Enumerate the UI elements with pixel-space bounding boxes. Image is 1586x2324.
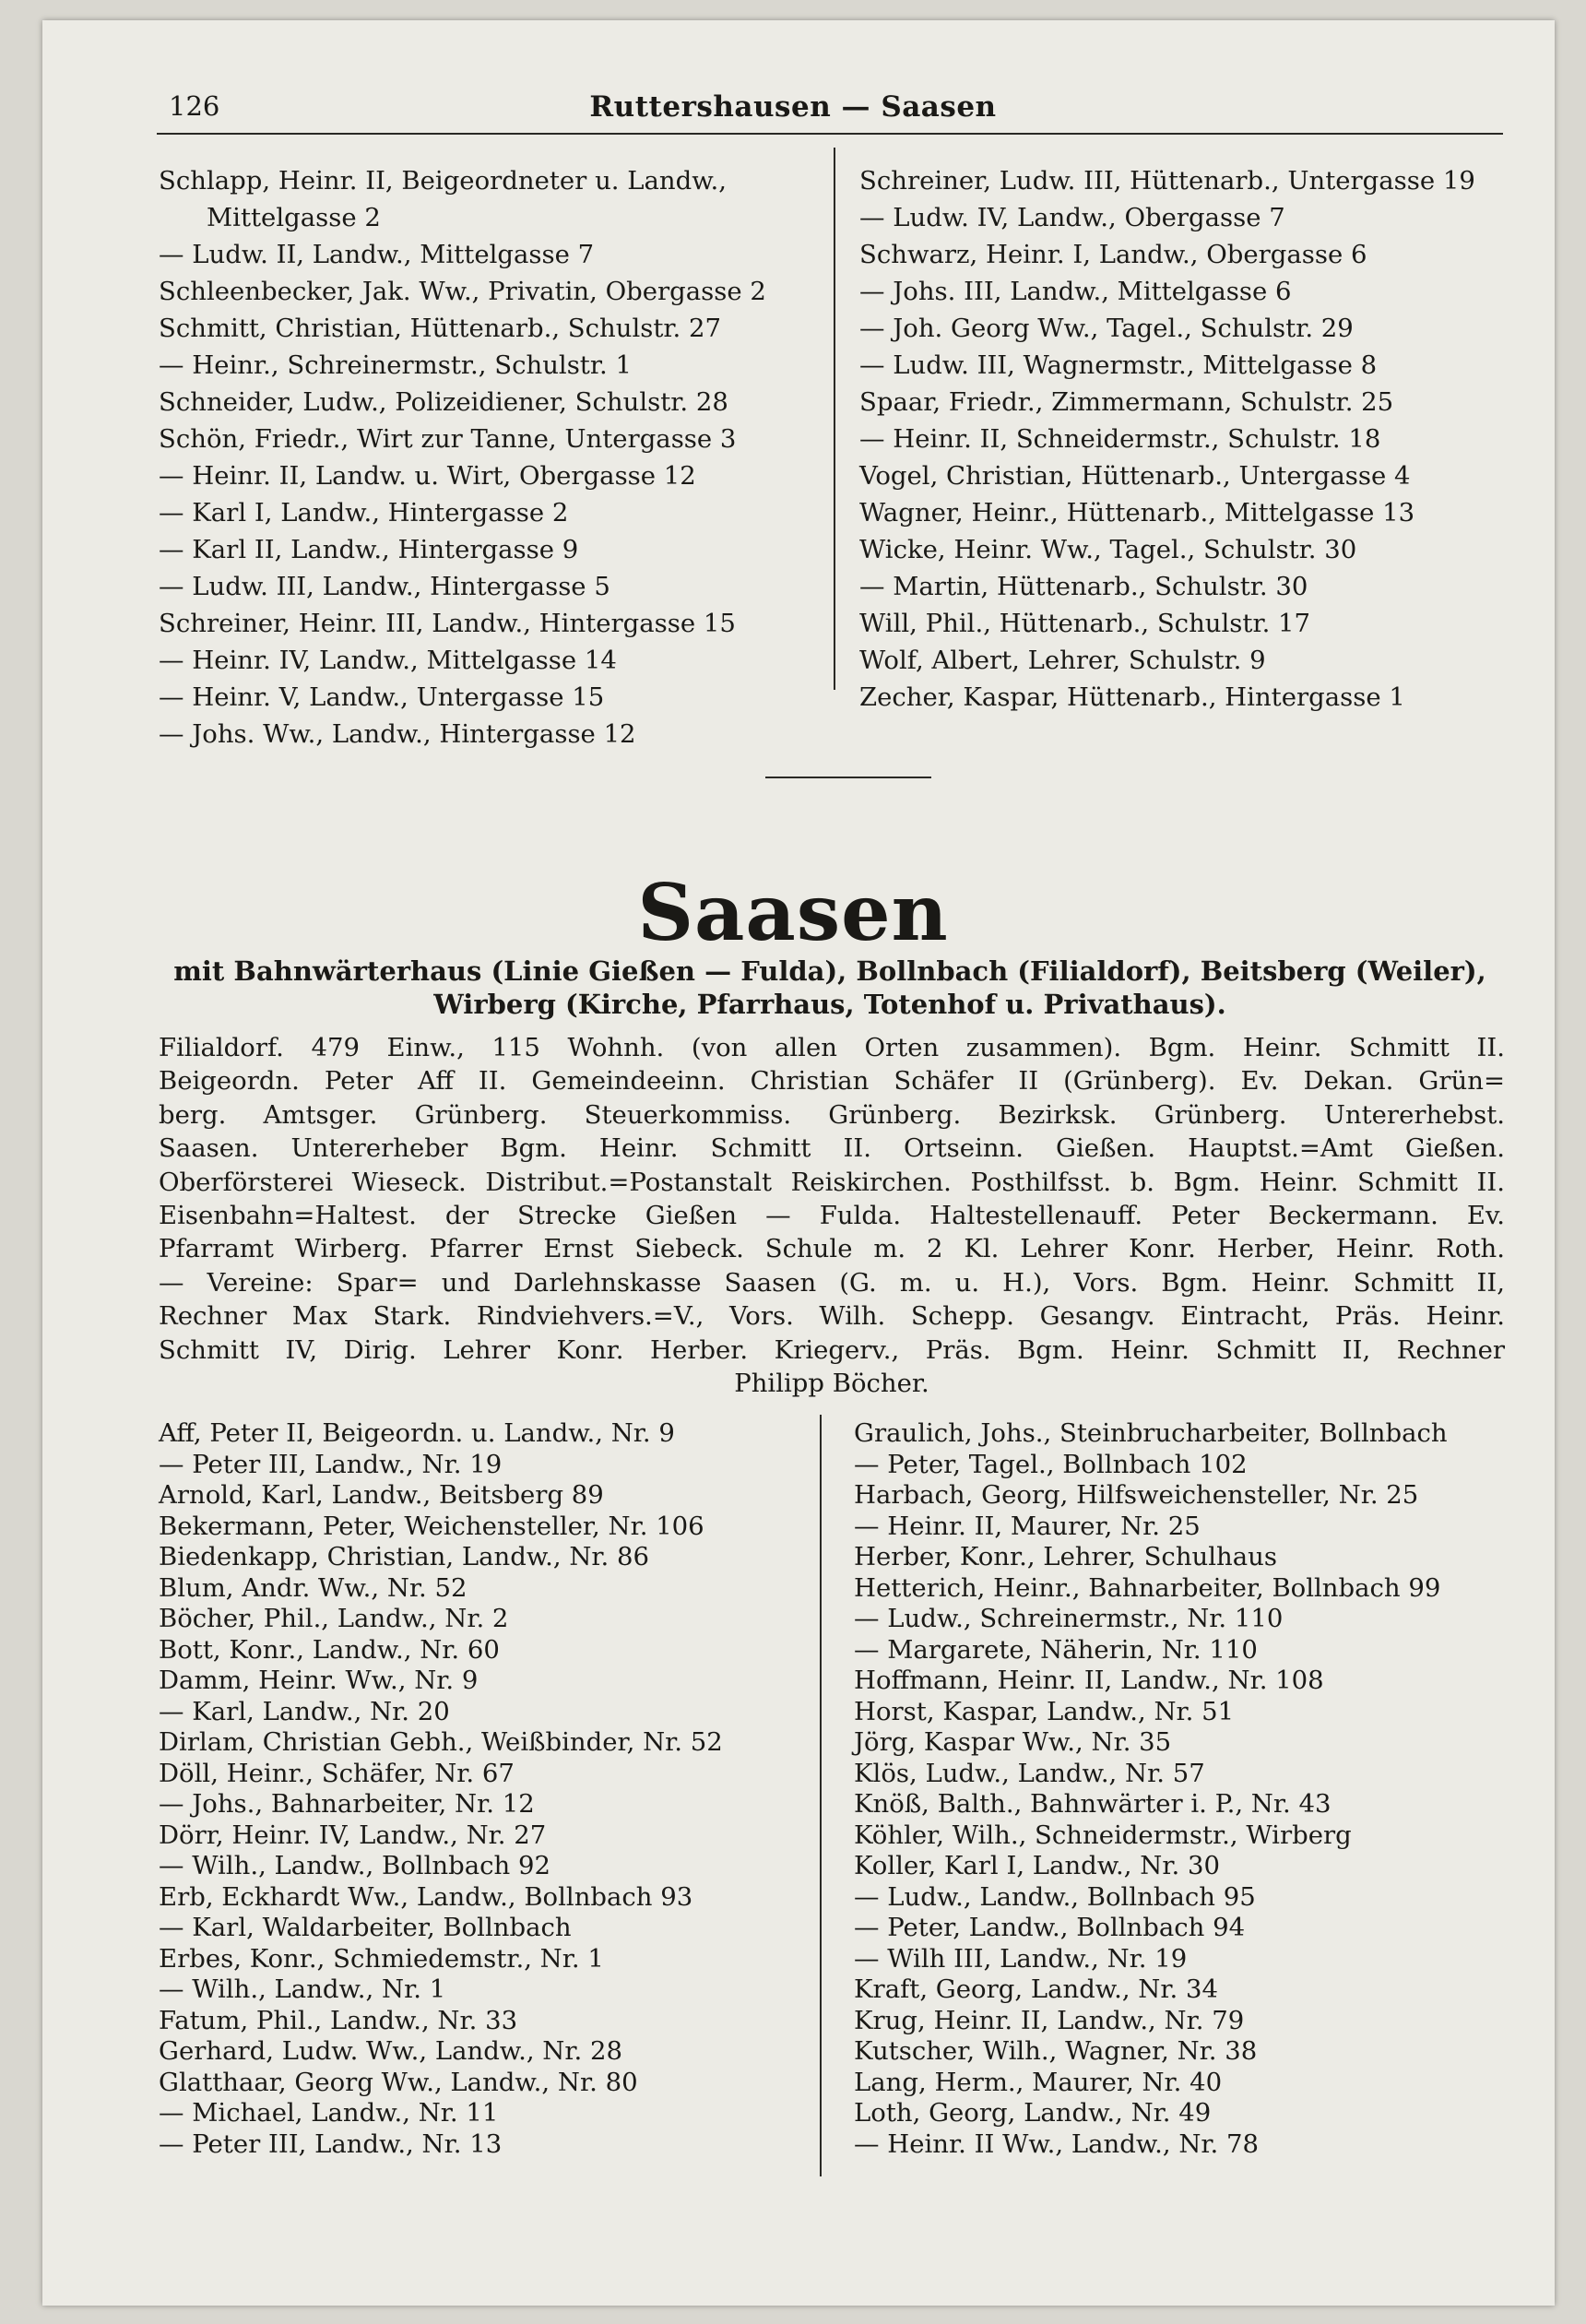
directory-entry: Schleenbecker, Jak. Ww., Privatin, Obergasse 2 — [159, 277, 766, 306]
top-left-column — [159, 162, 813, 753]
directory-entry: Glatthaar, Georg Ww., Landw., Nr. 80 — [159, 2067, 638, 2097]
directory-entry: Klös, Ludw., Landw., Nr. 57 — [854, 1758, 1205, 1788]
directory-entry: Dörr, Heinr. IV, Landw., Nr. 27 — [159, 1820, 547, 1850]
directory-entry: — Ludw. III, Landw., Hintergasse 5 — [159, 572, 610, 601]
directory-entry: Wicke, Heinr. Ww., Tagel., Schulstr. 30 — [859, 535, 1357, 564]
description-line: Oberförsterei Wieseck. Distribut.=Postanstalt Reiskirchen. Posthilfsst. b. Bgm. Heinr. Schmitt II. — [159, 1167, 1505, 1197]
description-line: Rechner Max Stark. Rindviehvers.=V., Vors. Wilh. Schepp. Gesangv. Eintracht, Präs. Heinr. — [159, 1301, 1505, 1332]
directory-entry: Herber, Konr., Lehrer, Schulhaus — [854, 1542, 1277, 1571]
description-line: Filialdorf. 479 Einw., 115 Wohnh. (von allen Orten zusammen). Bgm. Heinr. Schmitt II. — [159, 1033, 1505, 1062]
directory-entry: — Martin, Hüttenarb., Schulstr. 30 — [859, 572, 1308, 601]
page-header — [0, 90, 1586, 127]
directory-entry: — Karl, Landw., Nr. 20 — [159, 1696, 450, 1726]
directory-entry: Dirlam, Christian Gebh., Weißbinder, Nr. 52 — [159, 1727, 723, 1757]
directory-entry: Zecher, Kaspar, Hüttenarb., Hintergasse 1 — [859, 682, 1405, 712]
directory-entry: — Ludw., Landw., Bollnbach 95 — [854, 1881, 1256, 1912]
directory-entry: — Michael, Landw., Nr. 11 — [159, 2098, 499, 2128]
directory-entry: Schmitt, Christian, Hüttenarb., Schulstr. 27 — [159, 314, 722, 343]
column-divider — [820, 1415, 822, 2176]
directory-entry: — Margarete, Näherin, Nr. 110 — [854, 1634, 1258, 1665]
directory-entry: Döll, Heinr., Schäfer, Nr. 67 — [159, 1758, 515, 1788]
page-number: 126 — [169, 90, 220, 122]
directory-entry: — Peter, Landw., Bollnbach 94 — [854, 1913, 1246, 1942]
bottom-right-column — [854, 1418, 1505, 2160]
directory-entry: — Peter III, Landw., Nr. 13 — [159, 2128, 503, 2159]
directory-entry: — Heinr. II, Maurer, Nr. 25 — [854, 1511, 1201, 1541]
directory-entry: — Peter, Tagel., Bollnbach 102 — [854, 1449, 1248, 1479]
directory-entry: Harbach, Georg, Hilfsweichensteller, Nr. 25 — [854, 1480, 1419, 1510]
directory-entry: — Peter III, Landw., Nr. 19 — [159, 1449, 503, 1479]
directory-entry: Biedenkapp, Christian, Landw., Nr. 86 — [159, 1542, 649, 1571]
directory-entry: Wolf, Albert, Lehrer, Schulstr. 9 — [859, 646, 1266, 675]
directory-entry: — Johs., Bahnarbeiter, Nr. 12 — [159, 1789, 535, 1819]
directory-entry: Arnold, Karl, Landw., Beitsberg 89 — [159, 1480, 604, 1510]
directory-entry: Knöß, Balth., Bahnwärter i. P., Nr. 43 — [854, 1789, 1332, 1819]
top-right-column — [859, 162, 1505, 716]
directory-entry: — Karl, Waldarbeiter, Bollnbach — [159, 1913, 572, 1942]
directory-entry: Schneider, Ludw., Polizeidiener, Schulstr. 28 — [159, 387, 728, 417]
description-line: — Vereine: Spar= und Darlehnskasse Saasen (G. m. u. H.), Vors. Bgm. Heinr. Schmitt II, — [159, 1267, 1505, 1298]
directory-entry: Bekermann, Peter, Weichensteller, Nr. 106 — [159, 1511, 704, 1541]
directory-entry: Bott, Konr., Landw., Nr. 60 — [159, 1634, 500, 1665]
section-description — [159, 1031, 1505, 1400]
directory-entry: Will, Phil., Hüttenarb., Schulstr. 17 — [859, 609, 1311, 638]
directory-entry: Blum, Andr. Ww., Nr. 52 — [159, 1572, 468, 1603]
description-line: berg. Amtsger. Grünberg. Steuerkommiss. Grünberg. Bezirksk. Grünberg. Untererhebst. — [159, 1099, 1505, 1130]
section-subtitle-line2: Wirberg (Kirche, Pfarrhaus, Totenhof u. Privathaus). — [433, 989, 1226, 1020]
directory-entry: — Ludw. IV, Landw., Obergasse 7 — [859, 203, 1285, 232]
directory-entry: — Joh. Georg Ww., Tagel., Schulstr. 29 — [859, 314, 1354, 343]
directory-entry: — Johs. III, Landw., Mittelgasse 6 — [859, 277, 1292, 306]
description-line: Eisenbahn=Haltest. der Strecke Gießen — Fulda. Haltestellenauff. Peter Beckermann. Ev. — [159, 1200, 1505, 1230]
directory-entry: Aff, Peter II, Beigeordn. u. Landw., Nr. 9 — [159, 1418, 675, 1448]
directory-entry: — Ludw., Schreinermstr., Nr. 110 — [854, 1604, 1284, 1633]
directory-entry: Damm, Heinr. Ww., Nr. 9 — [159, 1666, 479, 1695]
directory-entry: Lang, Herm., Maurer, Nr. 40 — [854, 2067, 1223, 2097]
running-title: Ruttershausen — Saasen — [589, 90, 997, 124]
directory-entry: Horst, Kaspar, Landw., Nr. 51 — [854, 1696, 1235, 1726]
directory-entry: Böcher, Phil., Landw., Nr. 2 — [159, 1604, 509, 1633]
directory-entry: — Karl I, Landw., Hintergasse 2 — [159, 498, 569, 528]
directory-entry: — Wilh., Landw., Nr. 1 — [159, 1974, 446, 2004]
directory-entry: Fatum, Phil., Landw., Nr. 33 — [159, 2005, 518, 2035]
directory-entry: Wagner, Heinr., Hüttenarb., Mittelgasse 13 — [859, 498, 1415, 528]
directory-entry: Spaar, Friedr., Zimmermann, Schulstr. 25 — [859, 387, 1394, 417]
column-divider — [834, 148, 835, 690]
directory-entry: Graulich, Johs., Steinbrucharbeiter, Bollnbach — [854, 1418, 1448, 1448]
directory-entry: Jörg, Kaspar Ww., Nr. 35 — [854, 1727, 1172, 1757]
section-subtitle-line1: mit Bahnwärterhaus (Linie Gießen — Fulda), Bollnbach (Filialdorf), Beitsberg (Weiler), — [173, 955, 1486, 987]
directory-entry: — Karl II, Landw., Hintergasse 9 — [159, 535, 579, 564]
directory-entry: Schreiner, Heinr. III, Landw., Hintergasse 15 — [159, 609, 736, 638]
directory-entry: — Ludw. II, Landw., Mittelgasse 7 — [159, 240, 595, 269]
directory-entry: — Heinr., Schreinermstr., Schulstr. 1 — [159, 350, 632, 380]
section-separator — [765, 777, 931, 778]
section-title: Saasen — [637, 867, 949, 958]
directory-entry: — Heinr. II Ww., Landw., Nr. 78 — [854, 2128, 1259, 2159]
directory-entry: Kraft, Georg, Landw., Nr. 34 — [854, 1974, 1218, 2004]
directory-entry: Gerhard, Ludw. Ww., Landw., Nr. 28 — [159, 2036, 622, 2066]
description-line: Philipp Böcher. — [734, 1368, 929, 1398]
directory-entry: Krug, Heinr. II, Landw., Nr. 79 — [854, 2005, 1245, 2035]
directory-entry: Vogel, Christian, Hüttenarb., Untergasse 4 — [859, 461, 1411, 491]
directory-entry: Schwarz, Heinr. I, Landw., Obergasse 6 — [859, 240, 1367, 269]
directory-entry: — Heinr. II, Schneidermstr., Schulstr. 18 — [859, 424, 1381, 454]
description-line: Beigeordn. Peter Aff II. Gemeindeeinn. Christian Schäfer II (Grünberg). Ev. Dekan. Grün= — [159, 1066, 1505, 1097]
directory-entry: — Ludw. III, Wagnermstr., Mittelgasse 8 — [859, 350, 1378, 380]
directory-entry: Hoffmann, Heinr. II, Landw., Nr. 108 — [854, 1666, 1324, 1695]
directory-entry: — Wilh., Landw., Bollnbach 92 — [159, 1851, 550, 1880]
description-line: Schmitt IV, Dirig. Lehrer Konr. Herber. Kriegerv., Präs. Bgm. Heinr. Schmitt II, Rechner — [159, 1334, 1505, 1365]
header-rule — [157, 133, 1503, 135]
description-line: Pfarramt Wirberg. Pfarrer Ernst Siebeck. Schule m. 2 Kl. Lehrer Konr. Herber, Heinr. Roth. — [159, 1234, 1505, 1264]
bottom-left-column — [159, 1418, 804, 2160]
description-line: Saasen. Untererheber Bgm. Heinr. Schmitt II. Ortseinn. Gießen. Hauptst.=Amt Gießen. — [159, 1133, 1505, 1164]
directory-entry: — Heinr. IV, Landw., Mittelgasse 14 — [159, 646, 617, 675]
directory-entry: — Heinr. V, Landw., Untergasse 15 — [159, 682, 605, 712]
directory-entry: Loth, Georg, Landw., Nr. 49 — [854, 2098, 1212, 2128]
directory-entry: — Heinr. II, Landw. u. Wirt, Obergasse 12 — [159, 461, 696, 491]
directory-entry: Koller, Karl I, Landw., Nr. 30 — [854, 1851, 1220, 1880]
directory-entry: Erb, Eckhardt Ww., Landw., Bollnbach 93 — [159, 1881, 693, 1912]
directory-entry: Schlapp, Heinr. II, Beigeordneter u. Landw., — [159, 166, 727, 196]
directory-entry: Schön, Friedr., Wirt zur Tanne, Untergasse 3 — [159, 424, 737, 454]
directory-entry: Erbes, Konr., Schmiedemstr., Nr. 1 — [159, 1943, 604, 1974]
directory-entry: Mittelgasse 2 — [207, 203, 381, 232]
directory-entry: Schreiner, Ludw. III, Hüttenarb., Untergasse 19 — [859, 166, 1475, 196]
directory-entry: Köhler, Wilh., Schneidermstr., Wirberg — [854, 1820, 1352, 1850]
directory-entry: — Johs. Ww., Landw., Hintergasse 12 — [159, 719, 636, 749]
directory-entry: — Wilh III, Landw., Nr. 19 — [854, 1943, 1188, 1974]
directory-entry: Kutscher, Wilh., Wagner, Nr. 38 — [854, 2036, 1258, 2066]
directory-entry: Hetterich, Heinr., Bahnarbeiter, Bollnbach 99 — [854, 1572, 1441, 1603]
